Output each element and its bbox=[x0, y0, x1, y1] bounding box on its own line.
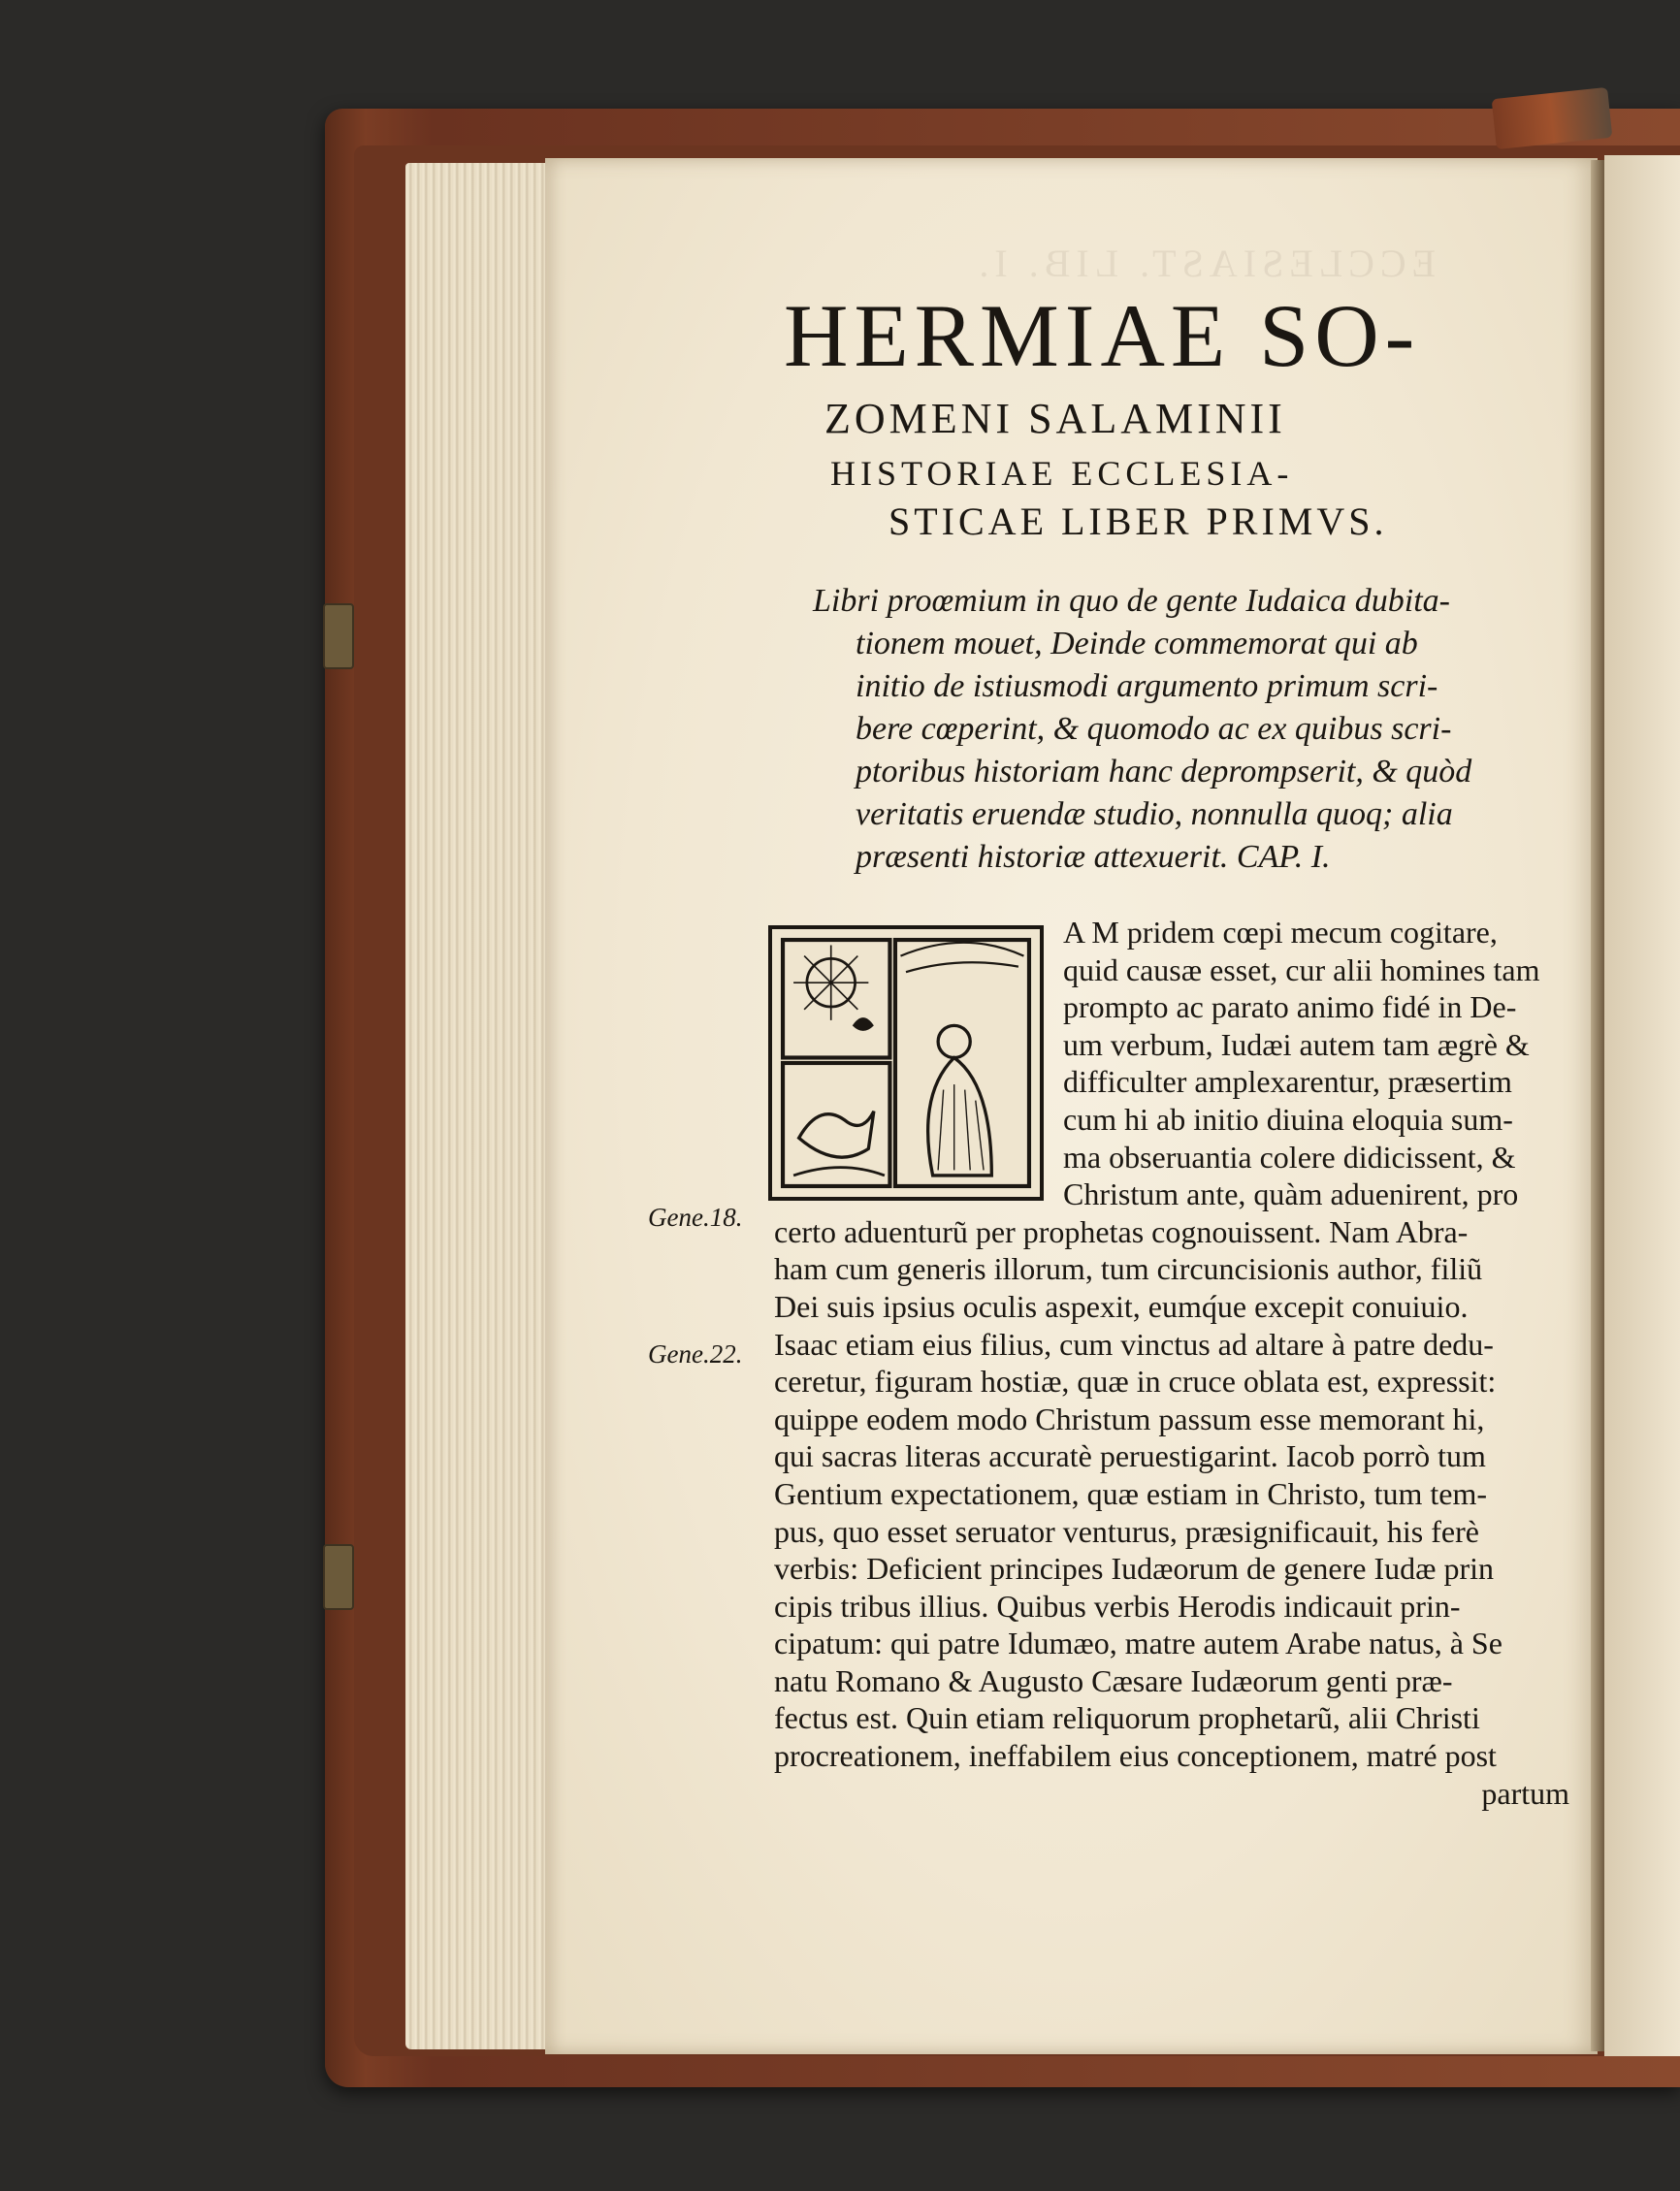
body-line: prompto ac parato animo fidé in De- bbox=[1063, 989, 1517, 1025]
body-line: Dei suis ipsius oculis aspexit, eumq́ue excepit conuiuio. bbox=[774, 1288, 1469, 1324]
body-line: difficulter amplexarentur, præsertim bbox=[1063, 1064, 1512, 1100]
body-line: procreationem, ineffabilem eius conceptionem, matré post bbox=[774, 1738, 1497, 1774]
body-line: Gentium expectationem, quæ estiam in Christo, tum tem- bbox=[774, 1475, 1487, 1511]
summary-line: initio de istiusmodi argumento primum scri- bbox=[856, 668, 1438, 704]
body-line: quippe eodem modo Christum passum esse memorant hi, bbox=[774, 1401, 1485, 1436]
body-line: natu Romano & Augusto Cæsare Iudæorum genti præ- bbox=[774, 1662, 1453, 1698]
page-edges bbox=[405, 163, 561, 2049]
body-line: cipatum: qui patre Idumæo, matre autem Arabe natus, à Se bbox=[774, 1626, 1502, 1661]
body-line: ma obseruantia colere didicissent, & bbox=[1063, 1139, 1516, 1175]
heading-line-3: HISTORIAE ECCLESIA- bbox=[830, 454, 1294, 493]
body-line: ceretur, figuram hostiæ, quæ in cruce oblata est, expressit: bbox=[774, 1364, 1497, 1400]
body-line: pus, quo esset seruator venturus, præsignificauit, his ferè bbox=[774, 1513, 1479, 1549]
body-line: verbis: Deficient principes Iudæorum de genere Iudæ prin bbox=[774, 1551, 1494, 1587]
body-text bbox=[774, 914, 1569, 1812]
summary-line: Libri proœmium in quo de gente Iudaica dubita- bbox=[813, 583, 1450, 619]
heading-line-4: STICAE LIBER PRIMVS. bbox=[888, 499, 1388, 543]
body-line: um verbum, Iudæi autem tam ægrè & bbox=[1063, 1026, 1530, 1062]
page-gutter bbox=[1591, 160, 1604, 2051]
clasp-bottom bbox=[323, 1544, 354, 1610]
body-line: ham cum generis illorum, tum circuncisionis author, filiũ bbox=[774, 1251, 1483, 1287]
margin-note: Gene.18. bbox=[648, 1203, 743, 1232]
body-line: A M pridem cœpi mecum cogitare, bbox=[1063, 915, 1498, 950]
chapter-summary bbox=[813, 580, 1472, 879]
body-line: qui sacras literas accuratè peruestigarint. Iacob porrò tum bbox=[774, 1438, 1486, 1474]
body-line: Christum ante, quàm aduenirent, pro bbox=[1063, 1176, 1519, 1212]
heading-line-2: ZOMENI SALAMINII bbox=[824, 395, 1286, 442]
body-line: fectus est. Quin etiam reliquorum prophetarũ, alii Christi bbox=[774, 1700, 1480, 1736]
body-line: certo aduenturũ per prophetas cognouissent. Nam Abra- bbox=[774, 1213, 1469, 1249]
clasp-top bbox=[323, 603, 354, 669]
summary-line: præsenti historiæ attexuerit. CAP. I. bbox=[856, 839, 1331, 875]
body-line: cum hi ab initio diuina eloquia sum- bbox=[1063, 1101, 1513, 1137]
body-line: quid causæ esset, cur alii homines tam bbox=[1063, 951, 1540, 987]
summary-line: tionem mouet, Deinde commemorat qui ab bbox=[856, 626, 1418, 661]
body-line: cipis tribus illius. Quibus verbis Herodis indicauit prin- bbox=[774, 1588, 1461, 1624]
summary-line: ptoribus historiam hanc deprompserit, & quòd bbox=[856, 754, 1472, 789]
show-through-text: ECCLESIAST. LIB. I. bbox=[973, 242, 1436, 285]
summary-line: bere cœperint, & quomodo ac ex quibus scri- bbox=[856, 711, 1452, 747]
catchword: partum bbox=[1481, 1775, 1569, 1811]
margin-note: Gene.22. bbox=[648, 1339, 743, 1369]
facing-page-edge bbox=[1604, 155, 1680, 2056]
body-line: Isaac etiam eius filius, cum vinctus ad altare à patre dedu- bbox=[774, 1326, 1494, 1362]
heading-line-1: HERMIAE SO- bbox=[784, 286, 1421, 385]
summary-line: veritatis eruendæ studio, nonnulla quoq; alia bbox=[856, 796, 1453, 832]
